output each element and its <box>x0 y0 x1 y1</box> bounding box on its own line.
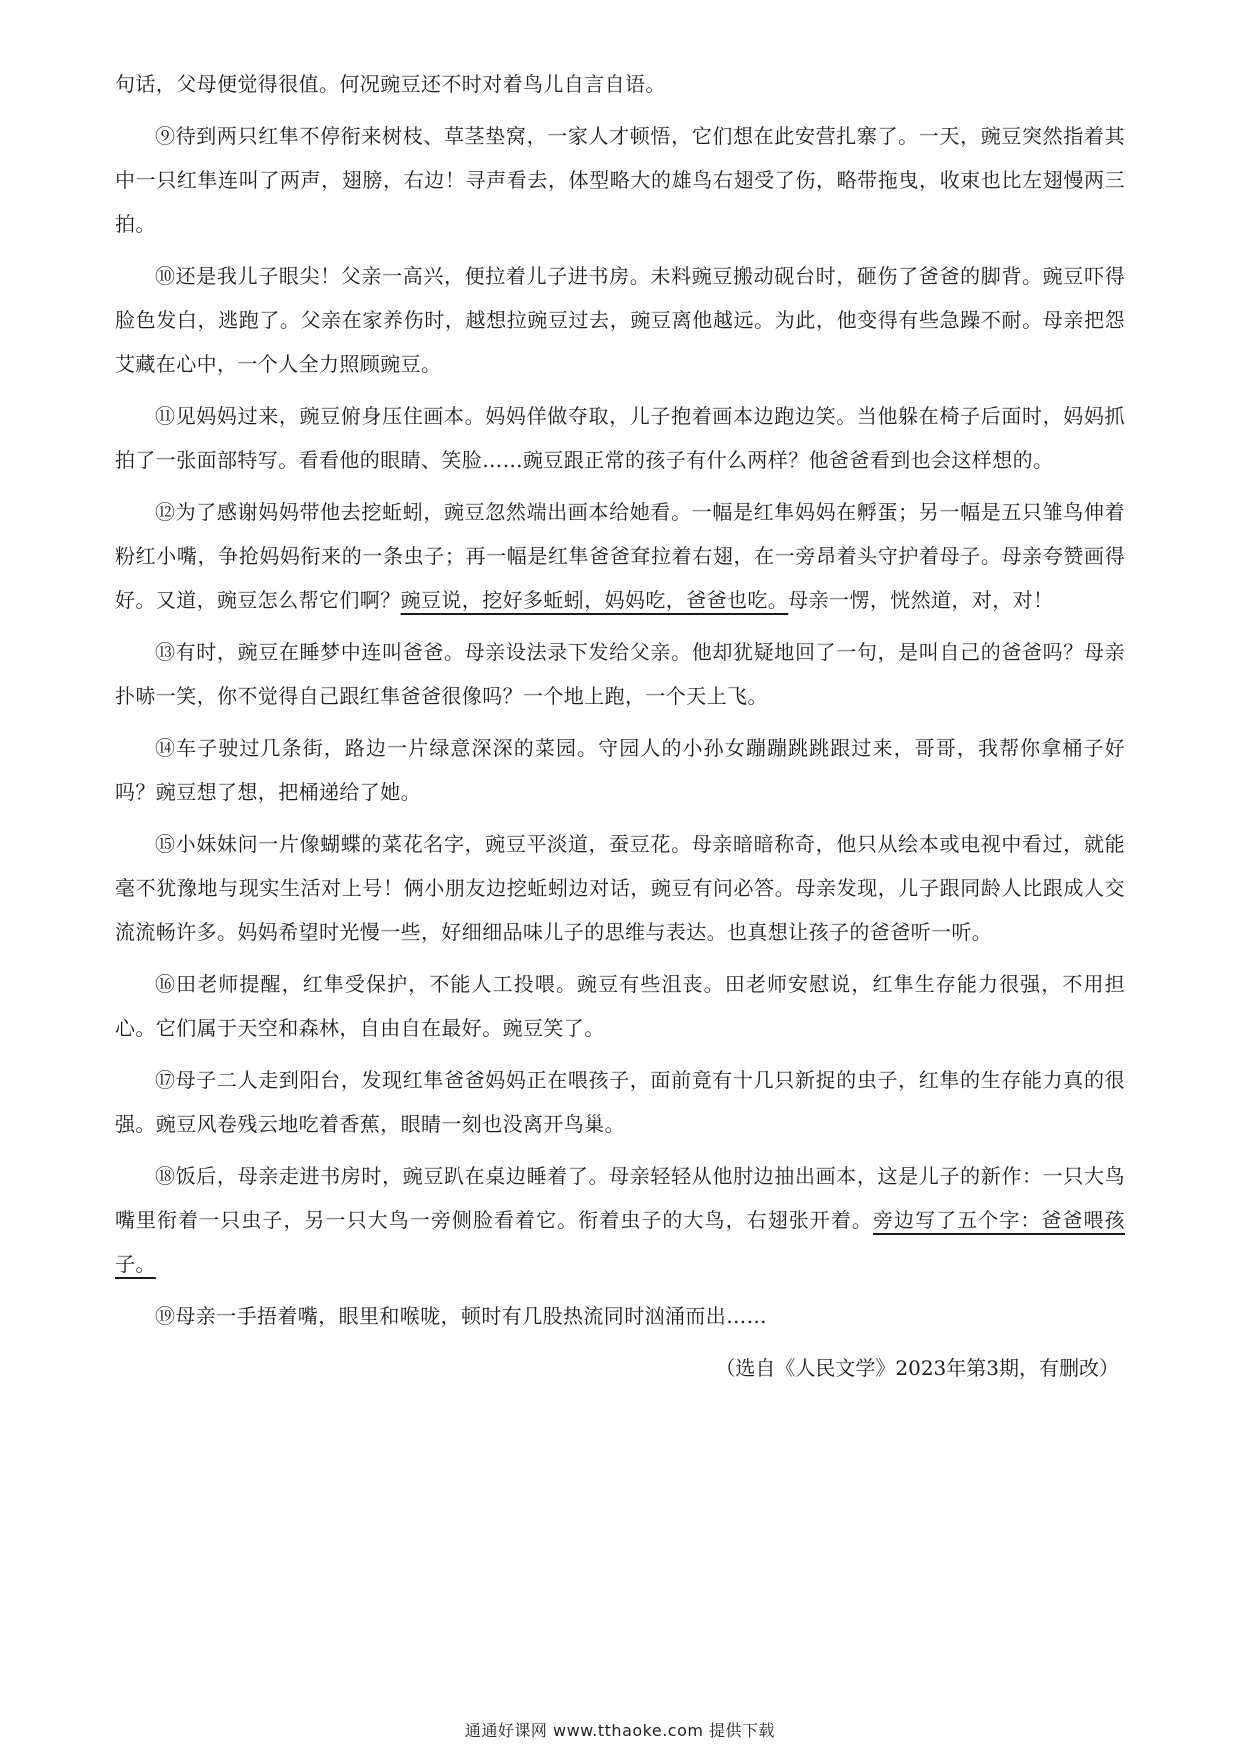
paragraph-10: ⑩还是我儿子眼尖！父亲一高兴，便拉着儿子进书房。未料豌豆搬动砚台时，砸伤了爸爸的脚背。豌豆吓得脸色发白，逃跑了。父亲在家养伤时，越想拉豌豆过去，豌豆离他越远。为此，他变得有些急躁不耐。母亲把怨艾藏在心中，一个人全力照顾豌豆。 <box>115 264 1125 376</box>
paragraph-13: ⑬有时，豌豆在睡梦中连叫爸爸。母亲设法录下发给父亲。他却犹疑地回了一句，是叫自己的爸爸吗？母亲扑哧一笑，你不觉得自己跟红隼爸爸很像吗？一个地上跑，一个天上飞。 <box>115 640 1125 708</box>
paragraph-12-tail: 母亲一愣，恍然道，对，对！ <box>788 588 1054 612</box>
paragraph-9: ⑨待到两只红隼不停衔来树枝、草茎垫窝，一家人才顿悟，它们想在此安营扎寨了。一天，豌豆突然指着其中一只红隼连叫了两声，翅膀，右边！寻声看去，体型略大的雄鸟右翅受了伤，略带拖曳，收束也比左翅慢两三拍。 <box>115 124 1125 236</box>
paragraph-19: ⑲母亲一手捂着嘴，眼里和喉咙，顿时有几股热流同时汹涌而出…… <box>155 1304 767 1328</box>
paragraph-12-text: ⑫为了感谢妈妈带他去挖蚯蚓，豌豆忽然端出画本给她看。一幅是红隼妈妈在孵蛋；另一幅是五只雏鸟伸着粉红小嘴，争抢妈妈衔来的一条虫子；再一幅是红隼爸爸耷拉着右翅，在一旁昂着头守护着母子。母亲夸赞画得好。又道，豌豆怎么帮它们啊？ <box>115 500 1125 612</box>
underlined-sentence: 旁边写了五个字：爸爸喂孩子。 <box>115 1208 1125 1276</box>
paragraph-12 <box>115 490 1125 622</box>
paragraph-15: ⑮小妹妹问一片像蝴蝶的菜花名字，豌豆平淡道，蚕豆花。母亲暗暗称奇，他只从绘本或电视中看过，就能毫不犹豫地与现实生活对上号！俩小朋友边挖蚯蚓边对话，豌豆有问必答。母亲发现，儿子跟同龄人比跟成人交流流畅许多。妈妈希望时光慢一些，好细细品味儿子的思维与表达。也真想让孩子的爸爸听一听。 <box>115 832 1125 944</box>
paragraph-16: ⑯田老师提醒，红隼受保护，不能人工投喂。豌豆有些沮丧。田老师安慰说，红隼生存能力很强，不用担心。它们属于天空和森林，自由自在最好。豌豆笑了。 <box>115 972 1125 1040</box>
source-citation: （选自《人民文学》2023年第3期，有删改） <box>715 1356 1119 1380</box>
paragraph-continued: 句话，父母便觉得很值。何况豌豆还不时对着鸟儿自言自语。 <box>115 72 666 96</box>
page-footer: 通通好课网 www.tthaoke.com 提供下载 <box>464 1721 776 1740</box>
paragraph-18 <box>115 1154 1125 1286</box>
paragraph-17: ⑰母子二人走到阳台，发现红隼爸爸妈妈正在喂孩子，面前竟有十几只新捉的虫子，红隼的生存能力真的很强。豌豆风卷残云地吃着香蕉，眼睛一刻也没离开鸟巢。 <box>115 1068 1125 1136</box>
article-body <box>115 62 1125 1390</box>
paragraph-18-text: ⑱饭后，母亲走进书房时，豌豆趴在桌边睡着了。母亲轻轻从他肘边抽出画本，这是儿子的新作：一只大鸟嘴里衔着一只虫子，另一只大鸟一旁侧脸看着它。衔着虫子的大鸟，右翅张开着。 <box>115 1164 1125 1232</box>
underlined-sentence: 豌豆说，挖好多蚯蚓，妈妈吃，爸爸也吃。 <box>400 588 789 612</box>
paragraph-11: ⑪见妈妈过来，豌豆俯身压住画本。妈妈佯做夺取，儿子抱着画本边跑边笑。当他躲在椅子后面时，妈妈抓拍了一张面部特写。看看他的眼睛、笑脸……豌豆跟正常的孩子有什么两样？他爸爸看到也会这样想的。 <box>115 404 1125 472</box>
paragraph-14: ⑭车子驶过几条街，路边一片绿意深深的菜园。守园人的小孙女蹦蹦跳跳跟过来，哥哥，我帮你拿桶子好吗？豌豆想了想，把桶递给了她。 <box>115 736 1125 804</box>
